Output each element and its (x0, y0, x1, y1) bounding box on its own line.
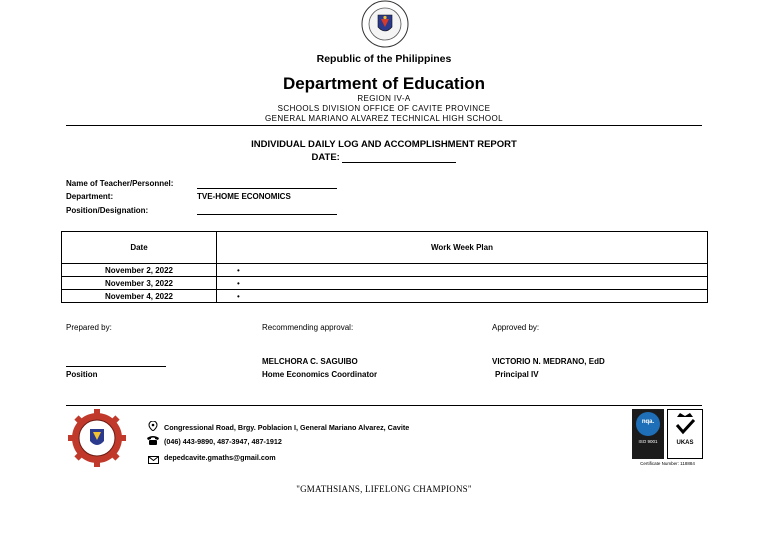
school-address: Congressional Road, Brgy. Poblacion I, General Mariano Alvarez, Cavite (164, 423, 410, 432)
date-column-header: Date (62, 232, 217, 264)
approved-title: Principal IV (495, 370, 539, 379)
footer-divider (66, 405, 702, 406)
ukas-certification-badge (667, 409, 703, 459)
school-gear-logo (67, 408, 127, 468)
crown-tick-icon (668, 411, 702, 439)
header-divider (66, 125, 702, 126)
department-label: Department: (66, 192, 114, 201)
school-heading: GENERAL MARIANO ALVAREZ TECHNICAL HIGH SCHOOL (265, 114, 503, 123)
deped-seal-logo (361, 0, 409, 48)
plan-column-header: Work Week Plan (217, 232, 708, 264)
prepared-title: Position (66, 370, 98, 379)
report-title: INDIVIDUAL DAILY LOG AND ACCOMPLISHMENT REPORT (251, 139, 517, 150)
approved-by-label: Approved by: (492, 323, 540, 332)
work-plan-table (61, 231, 708, 303)
table-header-row (62, 232, 708, 264)
teacher-label: Name of Teacher/Personnel: (66, 179, 174, 188)
row-date: November 2, 2022 (62, 264, 217, 277)
school-email: depedcavite.gmaths@gmail.com (164, 453, 276, 462)
recommending-name: MELCHORA C. SAGUIBO (262, 357, 358, 366)
row-plan-bullet: • (217, 264, 708, 277)
nqa-iso-certification-badge (632, 409, 664, 459)
recommending-label: Recommending approval: (262, 323, 354, 332)
row-plan-bullet: • (217, 277, 708, 290)
row-date: November 3, 2022 (62, 277, 217, 290)
date-blank (342, 152, 456, 163)
nqa-label: nqa. (641, 419, 655, 425)
region-heading: REGION IV-A (357, 94, 411, 103)
republic-heading: Republic of the Philippines (316, 53, 452, 65)
school-motto: "GMATHSIANS, LIFELONG CHAMPIONS" (296, 484, 472, 494)
ukas-label: UKAS (676, 440, 694, 446)
table-row (62, 264, 708, 277)
prepared-signature-blank (66, 357, 166, 367)
division-heading: SCHOOLS DIVISION OFFICE OF CAVITE PROVINCE (277, 104, 491, 113)
teacher-blank (197, 179, 337, 189)
iso-label: ISO 9001 (638, 439, 658, 444)
approved-name: VICTORIO N. MEDRANO, EdD (492, 357, 605, 366)
telephone-icon (146, 432, 160, 442)
position-label: Position/Designation: (66, 206, 149, 215)
report-date-line (0, 152, 768, 163)
email-envelope-icon (148, 451, 159, 459)
table-row (62, 290, 708, 303)
prepared-by-label: Prepared by: (66, 323, 112, 332)
department-value: TVE-HOME ECONOMICS (197, 192, 291, 201)
school-phone: (046) 443-9890, 487-3947, 487-1912 (164, 437, 282, 446)
date-label: DATE: (311, 152, 340, 163)
table-row (62, 277, 708, 290)
position-blank (197, 205, 337, 215)
recommending-title: Home Economics Coordinator (262, 370, 378, 379)
location-pin-icon (148, 418, 158, 428)
row-date: November 4, 2022 (62, 290, 217, 303)
row-plan-bullet: • (217, 290, 708, 303)
certificate-number: Certificate Number: 118884 (640, 461, 695, 466)
department-heading: Department of Education (282, 74, 486, 93)
